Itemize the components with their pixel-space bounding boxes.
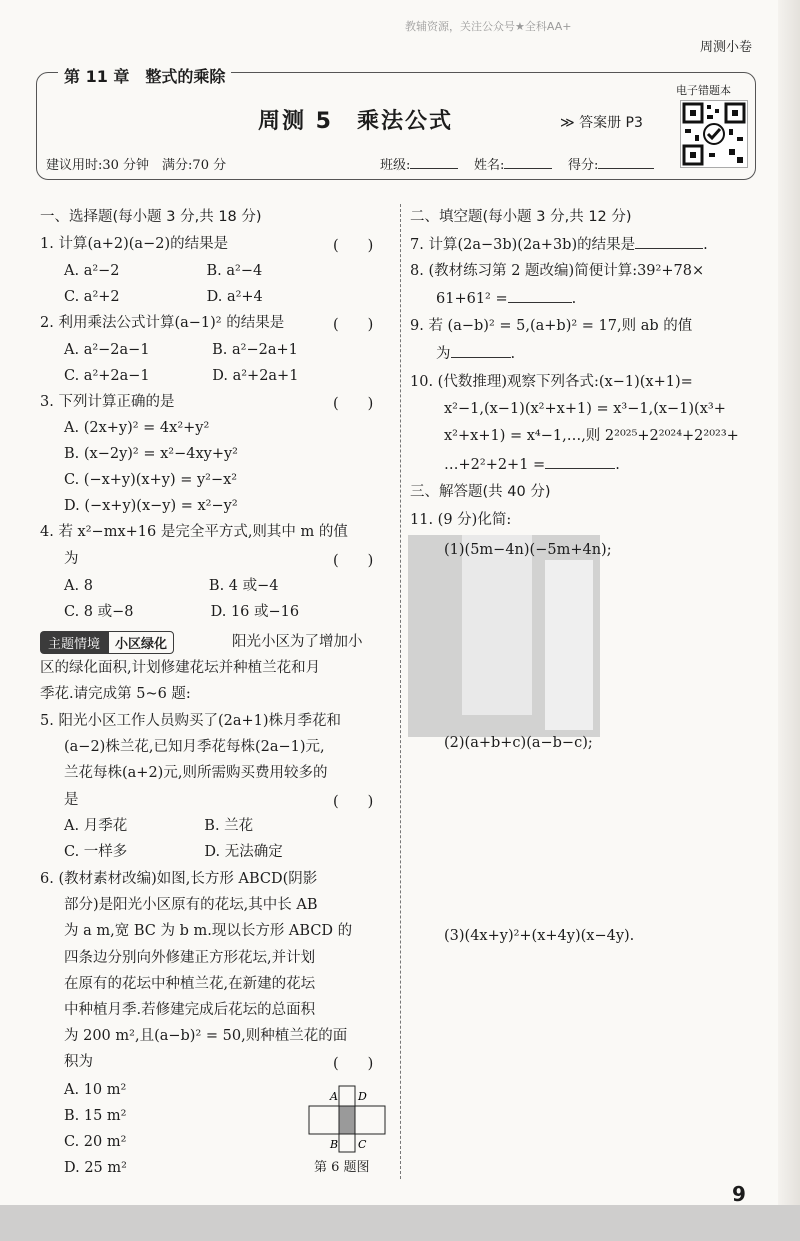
series-label: 周测小卷: [700, 40, 753, 55]
question-10-line2: x²−1,(x−1)(x²+x+1) = x³−1,(x−1)(x³+: [444, 401, 726, 417]
blurred-stamp-light-2: [545, 560, 593, 730]
question-8: 8. (教材练习第 2 题改编)简便计算:39²+78×: [410, 263, 705, 279]
option-3a: A. (2x+y)² = 4x²+y²: [64, 420, 210, 436]
question-11: 11. (9 分)化简:: [410, 512, 512, 528]
vertex-a-label: A: [330, 1090, 338, 1103]
question-8-text: 61+61² =: [436, 291, 508, 307]
options-1-cd: C. a²+2 D. a²+4: [64, 289, 263, 305]
question-10-text: …+2²+2+1 =: [444, 457, 546, 473]
question-6-line4: 四条边分别向外修建正方形花坛,并计划: [64, 950, 316, 966]
vertex-d-label: D: [358, 1090, 367, 1103]
name-label: 姓名:: [474, 158, 505, 173]
score-label: 得分:: [568, 158, 599, 173]
question-11-part1: (1)(5m−4n)(−5m+4n);: [444, 542, 612, 558]
answer-blank-7[interactable]: [635, 234, 703, 249]
answer-blank-8[interactable]: [508, 288, 572, 303]
question-9-text: 为: [436, 346, 451, 362]
answer-bracket-2[interactable]: ( ): [333, 317, 374, 333]
question-10: 10. (代数推理)观察下列各式:(x−1)(x+1)=: [410, 374, 693, 390]
question-6-line3: 为 a m,宽 BC 为 b m.现以长方形 ABCD 的: [64, 923, 353, 939]
page-edge: [778, 0, 800, 1241]
question-6: 6. (教材素材改编)如图,长方形 ABCD(阴影: [40, 871, 318, 887]
options-4-ab: A. 8 B. 4 或−4: [64, 578, 279, 594]
option-6d: D. 25 m²: [64, 1160, 127, 1176]
option-3b: B. (x−2y)² = x²−4xy+y²: [64, 446, 238, 462]
question-3: 3. 下列计算正确的是: [40, 394, 175, 410]
class-label: 班级:: [380, 158, 411, 173]
option-3d: D. (−x+y)(x−y) = x²−y²: [64, 498, 238, 514]
question-10-line3: x²+x+1) = x⁴−1,…,则 2²⁰²⁵+2²⁰²⁴+2²⁰²³+: [444, 428, 739, 444]
question-5-line3: 兰花每株(a+2)元,则所需购买费用较多的: [64, 765, 328, 781]
option-3c: C. (−x+y)(x+y) = y²−x²: [64, 472, 238, 488]
watermark-text: 教辅资源，关注公众号★全科AA+: [405, 20, 572, 33]
question-4: 4. 若 x²−mx+16 是完全平方式,则其中 m 的值: [40, 524, 348, 540]
options-2-ab: A. a²−2a−1 B. a²−2a+1: [64, 342, 298, 358]
answer-bracket-4[interactable]: ( ): [333, 553, 374, 569]
options-5-cd: C. 一样多 D. 无法确定: [64, 844, 283, 860]
scenario-text-1: 阳光小区为了增加小: [232, 634, 363, 650]
section-heading-solve: 三、解答题(共 40 分): [410, 484, 551, 500]
answer-bracket-6[interactable]: ( ): [333, 1056, 374, 1072]
question-8-cont: 61+61² = .: [436, 288, 576, 309]
options-5-ab: A. 月季花 B. 兰花: [64, 818, 254, 834]
answer-reference: ≫ 答案册 P3: [560, 115, 643, 131]
question-11-part2: (2)(a+b+c)(a−b−c);: [444, 735, 593, 751]
question-5-line2: (a−2)株兰花,已知月季花每株(2a−1)元,: [64, 739, 325, 755]
question-11-part3: (3)(4x+y)²+(x+4y)(x−4y).: [444, 928, 635, 944]
theme-label: 主题情境: [40, 631, 108, 654]
question-6-line7: 为 200 m²,且(a−b)² = 50,则种植兰花的面: [64, 1028, 348, 1044]
qr-label: 电子错题本: [676, 84, 731, 97]
answer-bracket-3[interactable]: ( ): [333, 396, 374, 412]
question-10-line4: …+2²+2+1 = .: [444, 454, 620, 475]
question-9-cont: 为 .: [436, 343, 515, 364]
question-1: 1. 计算(a+2)(a−2)的结果是: [40, 236, 229, 252]
question-7: 7. 计算(2a−3b)(2a+3b)的结果是 .: [410, 234, 708, 255]
name-field[interactable]: [474, 154, 552, 173]
vertex-c-label: C: [358, 1138, 367, 1151]
page-number: 9: [732, 1182, 746, 1206]
section-heading-fill: 二、填空题(每小题 3 分,共 12 分): [410, 209, 632, 225]
option-6c: C. 20 m²: [64, 1134, 127, 1150]
scenario-text-2: 区的绿化面积,计划修建花坛并种植兰花和月: [40, 660, 321, 676]
question-5: 5. 阳光小区工作人员购买了(2a+1)株月季花和: [40, 713, 342, 729]
theme-name: 小区绿化: [108, 631, 174, 654]
column-divider: [400, 204, 402, 1179]
score-field[interactable]: [568, 154, 654, 173]
vertex-b-label: B: [330, 1138, 339, 1151]
options-2-cd: C. a²+2a−1 D. a²+2a+1: [64, 368, 299, 384]
blurred-stamp-light: [462, 535, 532, 715]
footer-band: [0, 1205, 800, 1241]
answer-bracket-1[interactable]: ( ): [333, 238, 374, 254]
option-6b: B. 15 m²: [64, 1108, 127, 1124]
figure-6-caption: 第 6 题图: [314, 1160, 370, 1175]
question-4-cont: 为: [64, 551, 79, 567]
question-6-line2: 部分)是阳光小区原有的花坛,其中长 AB: [64, 897, 318, 913]
question-2: 2. 利用乘法公式计算(a−1)² 的结果是: [40, 315, 285, 331]
answer-bracket-5[interactable]: ( ): [333, 794, 374, 810]
class-field[interactable]: [380, 154, 458, 173]
question-9: 9. 若 (a−b)² = 5,(a+b)² = 17,则 ab 的值: [410, 318, 693, 334]
question-6-line5: 在原有的花坛中种植兰花,在新建的花坛: [64, 976, 316, 992]
question-6-line6: 中种植月季.若修建完成后花坛的总面积: [64, 1002, 316, 1018]
chapter-title: 第 11 章 整式的乘除: [58, 64, 231, 87]
options-4-cd: C. 8 或−8 D. 16 或−16: [64, 604, 300, 620]
theme-tag: [40, 631, 174, 653]
section-heading-choice: 一、选择题(每小题 3 分,共 18 分): [40, 209, 262, 225]
question-6-line8: 积为: [64, 1054, 93, 1070]
time-score-info: 建议用时:30 分钟 满分:70 分: [46, 158, 227, 173]
question-7-text: 7. 计算(2a−3b)(2a+3b)的结果是: [410, 237, 636, 253]
answer-blank-9[interactable]: [451, 343, 511, 358]
scenario-text-3: 季花.请完成第 5~6 题:: [40, 686, 191, 702]
question-5-line4: 是: [64, 792, 79, 808]
option-6a: A. 10 m²: [64, 1082, 127, 1098]
qr-code-icon[interactable]: [680, 100, 748, 168]
answer-blank-10[interactable]: [545, 454, 615, 469]
options-1-ab: A. a²−2 B. a²−4: [64, 263, 263, 279]
figure-6-diagram: [300, 1084, 390, 1156]
page-title: 周测 5 乘法公式: [258, 109, 453, 134]
